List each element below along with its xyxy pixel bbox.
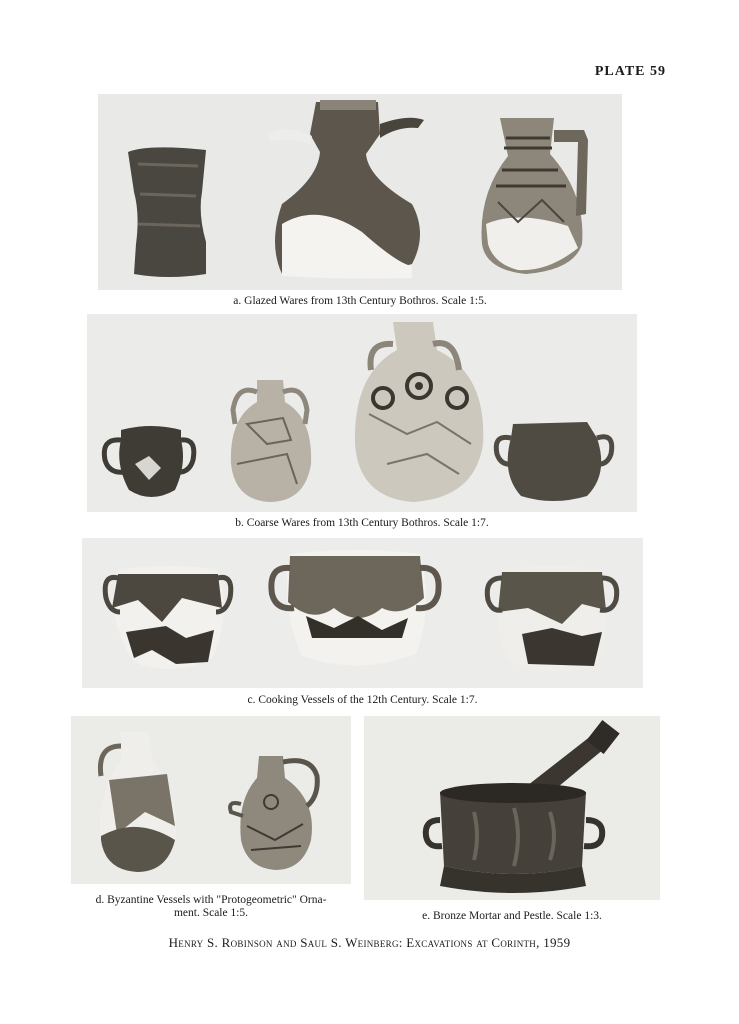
caption-e: e. Bronze Mortar and Pestle. Scale 1:3. (422, 910, 602, 922)
photo-cooking-vessels (82, 538, 643, 688)
cooking-vessel-right (487, 566, 616, 672)
byzantine-vessels-illustration (71, 716, 351, 884)
caption-d-line1: d. Byzantine Vessels with "Protogeometric" Orna- (95, 894, 327, 906)
caption-d-line2: ment. Scale 1:5. (173, 907, 249, 919)
cooking-vessels-illustration (82, 538, 643, 688)
photo-glazed-wares (98, 94, 622, 290)
page-footer: Henry S. Robinson and Saul S. Weinberg: Excavations at Corinth, 1959 (168, 935, 571, 950)
caption-c: c. Cooking Vessels of the 12th Century. Scale 1:7. (247, 694, 478, 706)
caption-b: b. Coarse Wares from 13th Century Bothros. Scale 1:7. (235, 517, 489, 529)
caption-d (71, 894, 351, 920)
bronze-mortar (426, 783, 602, 893)
photo-bronze-mortar (364, 716, 660, 900)
caption-a: a. Glazed Wares from 13th Century Bothros. Scale 1:5. (233, 295, 487, 307)
cylindrical-glazed-jar (128, 147, 206, 277)
glazed-wares-illustration (98, 94, 622, 290)
bronze-mortar-illustration (364, 716, 660, 900)
plate-number: PLATE 59 (594, 64, 666, 79)
photo-coarse-wares (87, 314, 637, 512)
photo-byzantine-vessels (71, 716, 351, 884)
coarse-wares-illustration (87, 314, 637, 512)
